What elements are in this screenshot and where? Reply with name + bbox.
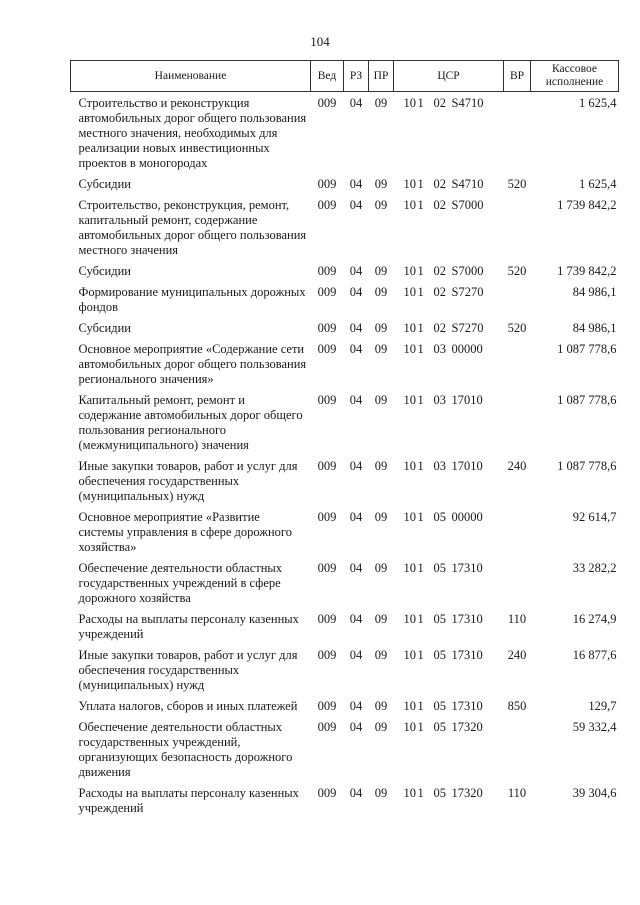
row-csr-part: 1 [417, 393, 424, 407]
row-ved: 009 [317, 786, 337, 800]
row-pr: 09 [374, 786, 388, 800]
row-csr-part: 02 [433, 264, 446, 278]
row-ved: 009 [317, 459, 337, 473]
row-csr-part: 10 [403, 198, 416, 212]
row-csr-part: 05 [433, 612, 446, 626]
row-csr-part: 17310 [451, 699, 483, 713]
row-ved: 009 [317, 177, 337, 191]
row-csr-part: 1 [417, 177, 424, 191]
row-name: Строительство и реконструкция автомобильных дорог общего пользования местного значения, необходимых для реализации новых инвестиционных проектов в моногородах [78, 96, 307, 170]
header-pr: ПР [369, 61, 394, 92]
row-amount: 1 087 778,6 [557, 342, 617, 356]
row-ved: 009 [317, 561, 337, 575]
row-csr-part: 10 [403, 510, 416, 524]
row-amount: 1 087 778,6 [557, 393, 617, 407]
row-csr-part: 10 [403, 96, 416, 110]
row-vr: 110 [507, 612, 527, 626]
row-ved: 009 [317, 198, 337, 212]
row-ved: 009 [317, 612, 337, 626]
table-row [71, 260, 619, 281]
row-csr-part: 05 [433, 510, 446, 524]
row-name: Субсидии [78, 177, 131, 191]
row-csr-part: 1 [417, 561, 424, 575]
row-csr-part: 05 [433, 561, 446, 575]
row-ved: 009 [317, 648, 337, 662]
row-pr: 09 [374, 321, 388, 335]
row-amount: 1 625,4 [579, 96, 617, 110]
table-row [71, 506, 619, 557]
row-csr-part: 17310 [451, 648, 483, 662]
budget-table [70, 60, 619, 818]
row-vr [504, 92, 531, 174]
row-csr-part: 17010 [451, 459, 483, 473]
row-csr-part: S7000 [451, 198, 484, 212]
row-ved: 009 [317, 264, 337, 278]
row-csr-part: 03 [433, 342, 446, 356]
header-vr: ВР [504, 61, 531, 92]
row-amount: 129,7 [588, 699, 617, 713]
row-vr: 850 [507, 699, 527, 713]
table-header-row [71, 61, 619, 92]
row-csr [394, 455, 504, 506]
row-csr-part: 10 [403, 177, 416, 191]
row-name: Обеспечение деятельности областных государственных учреждений, организующих безопасность дорожного движения [78, 720, 293, 779]
row-ved: 009 [317, 342, 337, 356]
row-vr: 240 [507, 648, 527, 662]
row-pr: 09 [374, 699, 388, 713]
row-csr [394, 281, 504, 317]
row-vr [504, 557, 531, 608]
row-csr-part: 10 [403, 699, 416, 713]
header-amount: Кассовое исполнение [531, 61, 619, 92]
row-pr: 09 [374, 561, 388, 575]
row-csr [394, 389, 504, 455]
row-csr [394, 557, 504, 608]
row-csr-part: 17310 [451, 561, 483, 575]
row-csr-part: 17310 [451, 612, 483, 626]
row-name: Расходы на выплаты персоналу казенных учреждений [78, 786, 299, 815]
row-csr-part: 1 [417, 342, 424, 356]
table-row [71, 695, 619, 716]
row-csr-part: 05 [433, 648, 446, 662]
row-csr [394, 782, 504, 818]
table-row [71, 317, 619, 338]
row-csr-part: 00000 [451, 342, 483, 356]
row-ved: 009 [317, 285, 337, 299]
row-csr-part: 10 [403, 459, 416, 473]
row-ved: 009 [317, 96, 337, 110]
table-row [71, 173, 619, 194]
row-csr-part: 05 [433, 699, 446, 713]
row-name: Уплата налогов, сборов и иных платежей [78, 699, 298, 713]
row-csr-part: 02 [433, 321, 446, 335]
row-csr-part: S4710 [451, 177, 484, 191]
table-row [71, 608, 619, 644]
row-amount: 16 274,9 [572, 612, 617, 626]
row-csr [394, 194, 504, 260]
row-amount: 1 739 842,2 [557, 264, 617, 278]
row-amount: 84 986,1 [572, 285, 617, 299]
row-csr [394, 608, 504, 644]
row-csr-part: 02 [433, 285, 446, 299]
row-rz: 04 [349, 342, 363, 356]
row-name: Обеспечение деятельности областных государственных учреждений в сфере дорожного хозяйства [78, 561, 283, 605]
row-csr [394, 506, 504, 557]
row-csr-part: 17320 [451, 720, 483, 734]
row-csr-part: 10 [403, 786, 416, 800]
row-vr: 520 [507, 321, 527, 335]
row-pr: 09 [374, 510, 388, 524]
table-row [71, 194, 619, 260]
row-csr-part: 1 [417, 648, 424, 662]
row-name: Строительство, реконструкция, ремонт, капитальный ремонт, содержание автомобильных дорог общего пользования местного значения [78, 198, 307, 257]
table-row [71, 281, 619, 317]
header-ved: Вед [311, 61, 344, 92]
row-pr: 09 [374, 198, 388, 212]
row-csr-part: 1 [417, 264, 424, 278]
row-csr-part: 17010 [451, 393, 483, 407]
row-csr-part: 1 [417, 720, 424, 734]
row-name: Расходы на выплаты персоналу казенных учреждений [78, 612, 299, 641]
row-csr-part: 10 [403, 393, 416, 407]
row-pr: 09 [374, 720, 388, 734]
row-amount: 1 625,4 [579, 177, 617, 191]
row-pr: 09 [374, 459, 388, 473]
row-pr: 09 [374, 342, 388, 356]
row-rz: 04 [349, 198, 363, 212]
row-csr [394, 260, 504, 281]
row-pr: 09 [374, 648, 388, 662]
row-rz: 04 [349, 285, 363, 299]
row-rz: 04 [349, 720, 363, 734]
row-amount: 92 614,7 [572, 510, 617, 524]
row-csr-part: 1 [417, 459, 424, 473]
row-csr [394, 644, 504, 695]
row-csr-part: 03 [433, 459, 446, 473]
row-csr-part: 10 [403, 264, 416, 278]
table-row [71, 716, 619, 782]
row-name: Основное мероприятие «Развитие системы управления в сфере дорожного хозяйства» [78, 510, 292, 554]
row-csr-part: 17320 [451, 786, 483, 800]
row-vr: 110 [507, 786, 527, 800]
row-amount: 59 332,4 [572, 720, 617, 734]
row-csr-part: 00000 [451, 510, 483, 524]
row-vr [504, 506, 531, 557]
row-vr: 240 [507, 459, 527, 473]
row-name: Иные закупки товаров, работ и услуг для обеспечения государственных (муниципальных) нужд [78, 648, 298, 692]
table-row [71, 389, 619, 455]
row-vr [504, 716, 531, 782]
row-csr-part: 1 [417, 510, 424, 524]
row-rz: 04 [349, 699, 363, 713]
header-name: Наименование [71, 61, 311, 92]
row-csr [394, 338, 504, 389]
row-csr-part: 1 [417, 321, 424, 335]
page-number: 104 [310, 34, 330, 49]
row-ved: 009 [317, 720, 337, 734]
row-rz: 04 [349, 786, 363, 800]
row-csr-part: 10 [403, 561, 416, 575]
row-name: Капитальный ремонт, ремонт и содержание автомобильных дорог общего пользования регионального (межмуниципального) значения [78, 393, 303, 452]
row-csr-part: 1 [417, 285, 424, 299]
row-csr-part: S4710 [451, 96, 484, 110]
row-ved: 009 [317, 510, 337, 524]
row-csr-part: 02 [433, 96, 446, 110]
row-name: Основное мероприятие «Содержание сети автомобильных дорог общего пользования регионального значения» [78, 342, 307, 386]
table-row [71, 644, 619, 695]
row-vr [504, 338, 531, 389]
row-csr-part: 1 [417, 96, 424, 110]
row-csr-part: 05 [433, 786, 446, 800]
row-csr [394, 92, 504, 174]
row-vr [504, 389, 531, 455]
row-ved: 009 [317, 321, 337, 335]
table-row [71, 782, 619, 818]
row-csr-part: 1 [417, 612, 424, 626]
table-row [71, 455, 619, 506]
row-csr-part: 1 [417, 198, 424, 212]
row-name: Формирование муниципальных дорожных фондов [78, 285, 306, 314]
row-csr-part: 10 [403, 648, 416, 662]
row-amount: 39 304,6 [572, 786, 617, 800]
row-csr-part: S7270 [451, 321, 484, 335]
header-csr: ЦСР [394, 61, 504, 92]
header-rz: РЗ [344, 61, 369, 92]
row-amount: 1 087 778,6 [557, 459, 617, 473]
row-csr-part: 10 [403, 285, 416, 299]
row-csr-part: 1 [417, 786, 424, 800]
row-amount: 16 877,6 [572, 648, 617, 662]
row-csr-part: 10 [403, 321, 416, 335]
row-rz: 04 [349, 264, 363, 278]
row-pr: 09 [374, 177, 388, 191]
row-pr: 09 [374, 393, 388, 407]
row-rz: 04 [349, 561, 363, 575]
row-pr: 09 [374, 612, 388, 626]
row-rz: 04 [349, 177, 363, 191]
row-csr-part: 10 [403, 612, 416, 626]
table-row [71, 557, 619, 608]
row-ved: 009 [317, 393, 337, 407]
table-row [71, 92, 619, 174]
row-pr: 09 [374, 264, 388, 278]
row-name: Субсидии [78, 321, 131, 335]
row-csr-part: 03 [433, 393, 446, 407]
row-csr-part: 02 [433, 198, 446, 212]
row-vr: 520 [507, 264, 527, 278]
row-csr [394, 173, 504, 194]
row-vr: 520 [507, 177, 527, 191]
row-name: Субсидии [78, 264, 131, 278]
row-amount: 84 986,1 [572, 321, 617, 335]
row-csr-part: 10 [403, 342, 416, 356]
row-csr-part: S7000 [451, 264, 484, 278]
row-pr: 09 [374, 96, 388, 110]
row-vr [504, 194, 531, 260]
table-row [71, 338, 619, 389]
row-name: Иные закупки товаров, работ и услуг для обеспечения государственных (муниципальных) нужд [78, 459, 298, 503]
row-csr-part: 05 [433, 720, 446, 734]
row-rz: 04 [349, 459, 363, 473]
row-pr: 09 [374, 285, 388, 299]
row-rz: 04 [349, 648, 363, 662]
row-amount: 1 739 842,2 [557, 198, 617, 212]
row-rz: 04 [349, 393, 363, 407]
row-rz: 04 [349, 321, 363, 335]
row-csr-part: 10 [403, 720, 416, 734]
row-csr-part: 1 [417, 699, 424, 713]
row-rz: 04 [349, 510, 363, 524]
row-ved: 009 [317, 699, 337, 713]
row-csr [394, 695, 504, 716]
row-rz: 04 [349, 612, 363, 626]
row-csr-part: 02 [433, 177, 446, 191]
row-rz: 04 [349, 96, 363, 110]
row-amount: 33 282,2 [572, 561, 617, 575]
row-csr [394, 317, 504, 338]
row-csr-part: S7270 [451, 285, 484, 299]
row-vr [504, 281, 531, 317]
row-csr [394, 716, 504, 782]
